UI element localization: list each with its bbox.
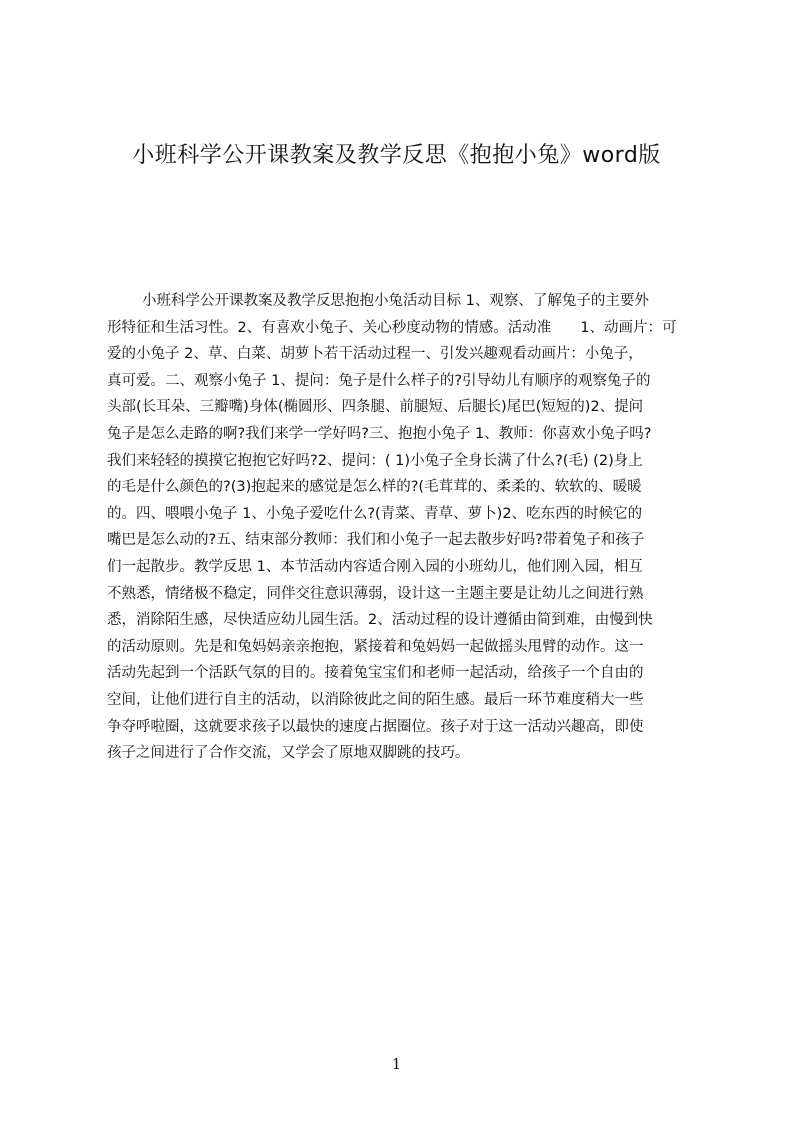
text-line: 嘴巴是怎么动的?五、结束部分教师：我们和小兔子一起去散步好吗?带着兔子和孩子 [107, 532, 645, 549]
text-line: 的毛是什么颜色的?(3)抱起来的感觉是怎么样的?(毛茸茸的、柔柔的、软软的、暖暖 [107, 479, 642, 496]
text-line: 悉，消除陌生感，尽快适应幼儿园生活。2、活动过程的设计遵循由简到难，由慢到快 [107, 612, 653, 629]
text-line: 孩子之间进行了合作交流，又学会了原地双脚跳的技巧。 [107, 745, 470, 762]
text-line: 小班科学公开课教案及教学反思抱抱小兔活动目标 1、观察、了解兔子的主要外 [142, 293, 649, 309]
text-line: 头部(长耳朵、三瓣嘴)身体(椭圆形、四条腿、前腿短、后腿长)尾巴(短短的)2、提问 [107, 399, 644, 416]
text-line: 们一起散步。教学反思 1、本节活动内容适合刚入园的小班幼儿，他们刚入园，相互 [107, 558, 643, 575]
text-line: 空间，让他们进行自主的活动，以消除彼此之间的陌生感。最后一环节难度稍大一些 [107, 691, 644, 708]
text-line: 形特征和生活习性。2、有喜欢小兔子、关心秒度动物的情感。活动准 1、动画片：可 [107, 319, 677, 336]
text-line: 真可爱。二、观察小兔子 1、提问：兔子是什么样子的?引导幼儿有顺序的观察兔子的 [107, 372, 651, 389]
document-title: 小班科学公开课教案及教学反思《抱抱小兔》word版 [132, 143, 661, 168]
text-line: 争夺呼啦圈，这就要求孩子以最快的速度占据圈位。孩子对于这一活动兴趣高，即使 [107, 718, 644, 735]
text-line: 活动先起到一个活跃气氛的目的。接着兔宝宝们和老师一起活动，给孩子一个自由的 [107, 665, 644, 682]
body-paragraph [107, 288, 697, 767]
text-line: 爱的小兔子 2、草、白菜、胡萝卜若干活动过程一、引发兴趣观看动画片：小兔子， [107, 346, 643, 363]
text-line: 兔子是怎么走路的啊?我们来学一学好吗?三、抱抱小兔子 1、教师：你喜欢小兔子吗? [107, 425, 652, 442]
text-line: 的。四、喂喂小兔子 1、小兔子爱吃什么?(青菜、青草、萝卜)2、吃东西的时候它的 [107, 505, 643, 522]
text-line: 不熟悉，情绪极不稳定，同伴交往意识薄弱，设计这一主题主要是让幼儿之间进行熟 [107, 585, 644, 602]
text-line: 的活动原则。先是和兔妈妈亲亲抱抱，紧接着和兔妈妈一起做摇头甩臂的动作。这一 [107, 638, 644, 655]
text-line: 我们来轻轻的摸摸它抱抱它好吗?2、提问：( 1)小兔子全身长满了什么?(毛) (2)身上 [107, 452, 643, 469]
page-number: 1 [391, 1055, 402, 1073]
